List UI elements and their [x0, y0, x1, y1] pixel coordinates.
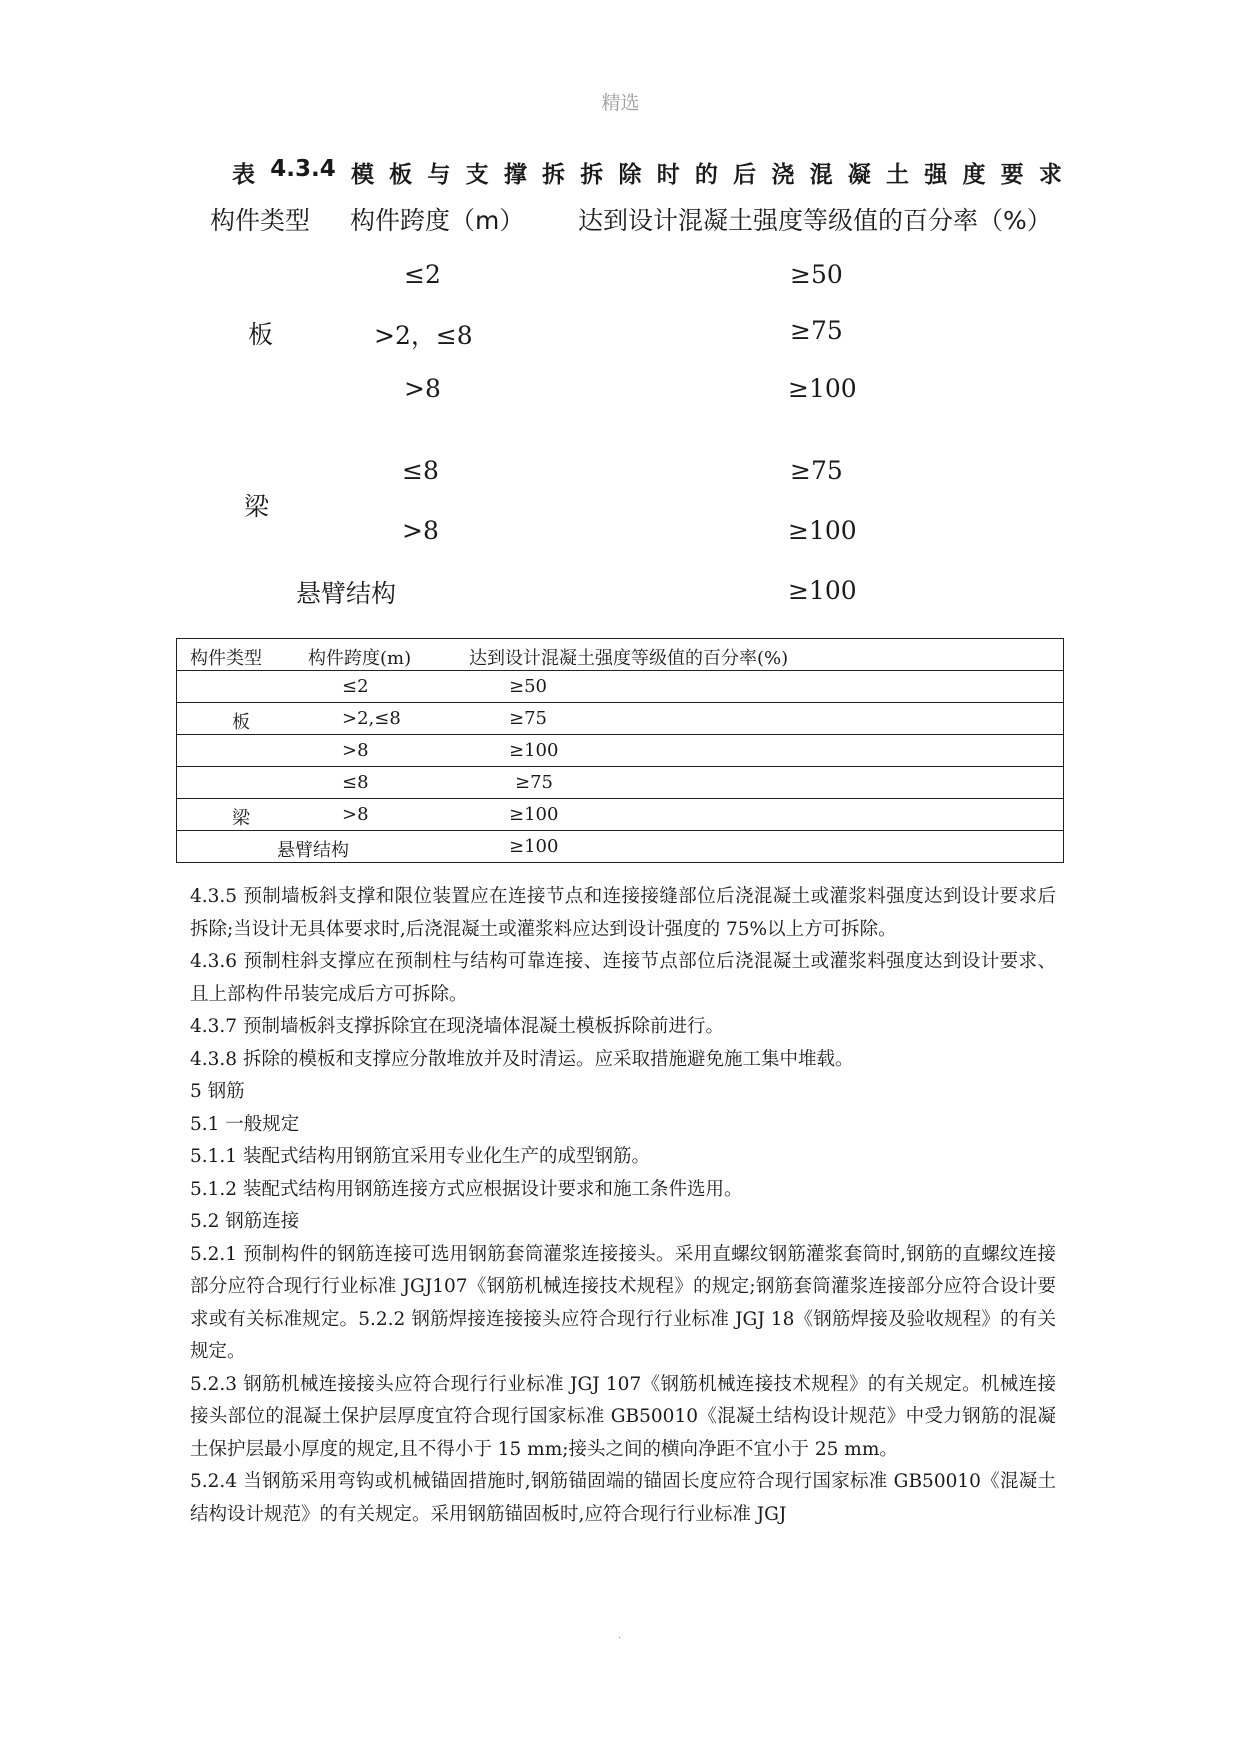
title-char: 土 — [886, 162, 909, 188]
paragraph: 4.3.6 预制柱斜支撑应在预制柱与结构可靠连接、连接节点部位后浇混凝土或灌浆料强度达到设计要求、且上部构件吊装完成后方可拆除。 — [190, 951, 1056, 1005]
title-char: 混 — [809, 162, 833, 188]
th-rate: 达到设计混凝土强度等级值的百分率(%) — [469, 648, 789, 669]
big-span: ≤2 — [404, 260, 441, 289]
cell-span: >8 — [342, 804, 369, 825]
cell-type: 梁 — [232, 808, 250, 829]
title-char: 度 — [962, 162, 986, 188]
paragraph: 5.2.3 钢筋机械连接接头应符合现行行业标准 JGJ 107《钢筋机械连接技术规程》的有关规定。机械连接接头部位的混凝土保护层厚度宜符合现行国家标准 GB50010《混凝土结构设计规范》中受力钢筋的混凝土保护层最小厚度的规定,且不得小于 15 mm;接头之间的横向净距不宜小于 25 mm。 — [190, 1373, 1056, 1460]
title-char: 4.3.4 — [270, 156, 336, 182]
title-char: 模 — [350, 162, 374, 188]
table-title — [232, 156, 1062, 189]
paragraph: 5.2.1 预制构件的钢筋连接可选用钢筋套筒灌浆连接接头。采用直螺纹钢筋灌浆套筒时,钢筋的直螺纹连接部分应符合现行行业标准 JGJ107《钢筋机械连接技术规程》的规定;钢筋套筒灌浆连接部分应符合设计要求或有关标准规定。5.2.2 钢筋焊接连接接头应符合现行行业标准 JGJ 18《钢筋焊接及验收规程》的有关规定。 — [190, 1243, 1056, 1362]
big-span: >2，≤8 — [374, 321, 473, 350]
cell-span: ≤2 — [342, 676, 369, 697]
title-char: 凝 — [847, 162, 871, 188]
paragraph: 5.1.2 装配式结构用钢筋连接方式应根据设计要求和施工条件选用。 — [190, 1178, 743, 1200]
table-row — [177, 671, 1064, 703]
paragraph: 4.3.5 预制墙板斜支撑和限位装置应在连接节点和连接接缝部位后浇混凝土或灌浆料强度达到设计要求后拆除;当设计无具体要求时,后浇混凝土或灌浆料应达到设计强度的 75%以上方可拆除。 — [190, 886, 1056, 940]
table-row — [177, 703, 1064, 735]
big-header-rate: 达到设计混凝土强度等级值的百分率（%） — [578, 206, 1052, 235]
cell-span: ≤8 — [342, 772, 369, 793]
table-row — [177, 799, 1064, 831]
paragraph: 4.3.8 拆除的模板和支撑应分散堆放并及时清运。应采取措施避免施工集中堆载。 — [190, 1048, 854, 1070]
big-header-span: 构件跨度（m） — [350, 206, 525, 235]
title-char: 浇 — [771, 162, 795, 188]
big-group-liang: 梁 — [244, 492, 270, 521]
big-rate: ≥100 — [788, 516, 857, 545]
title-char: 拆 — [580, 162, 604, 188]
title-char: 后 — [733, 162, 757, 188]
cell-span: >2,≤8 — [342, 708, 401, 729]
title-char: 除 — [618, 162, 642, 188]
big-rate: ≥75 — [790, 456, 843, 485]
big-span: >8 — [404, 374, 441, 403]
cell-rate: ≥100 — [509, 804, 559, 825]
big-rate: ≥75 — [790, 316, 843, 345]
section-heading: 5.1 一般规定 — [190, 1113, 300, 1135]
title-char: 撑 — [503, 162, 527, 188]
table-row — [177, 735, 1064, 767]
title-char: 支 — [465, 162, 489, 188]
page-header: 精选 — [601, 92, 640, 114]
big-rate: ≥100 — [788, 576, 857, 605]
page-footer: . — [618, 1630, 622, 1641]
th-type: 构件类型 — [190, 648, 262, 669]
cell-span: >8 — [342, 740, 369, 761]
cell-type: 悬臂结构 — [277, 840, 349, 861]
title-char: 要 — [1000, 162, 1024, 188]
title-char: 与 — [427, 162, 451, 188]
section-heading: 5 钢筋 — [190, 1081, 245, 1102]
title-char: 表 — [232, 162, 255, 188]
title-char: 拆 — [542, 162, 566, 188]
big-span: ≤8 — [402, 456, 439, 485]
big-cantilever: 悬臂结构 — [296, 579, 397, 608]
cell-rate: ≥75 — [509, 708, 547, 729]
big-span: >8 — [402, 516, 439, 545]
big-rate: ≥50 — [790, 260, 843, 289]
th-span: 构件跨度(m) — [308, 648, 412, 669]
big-rate: ≥100 — [788, 374, 857, 403]
title-char: 的 — [694, 162, 718, 188]
body-text — [190, 881, 1056, 1531]
cell-rate: ≥75 — [515, 772, 553, 793]
cell-rate: ≥50 — [509, 676, 547, 697]
paragraph: 5.1.1 装配式结构用钢筋宜采用专业化生产的成型钢筋。 — [190, 1146, 650, 1167]
table-row — [177, 831, 1064, 863]
paragraph: 5.2.4 当钢筋采用弯钩或机械锚固措施时,钢筋锚固端的锚固长度应符合现行国家标准 GB50010《混凝土结构设计规范》的有关规定。采用钢筋锚固板时,应符合现行行业标准 JGJ — [190, 1471, 1056, 1525]
strength-table — [176, 638, 1064, 863]
title-char: 求 — [1038, 162, 1062, 188]
title-char: 时 — [656, 162, 680, 188]
table-row — [177, 767, 1064, 799]
paragraph: 4.3.7 预制墙板斜支撑拆除宜在现浇墙体混凝土模板拆除前进行。 — [190, 1016, 724, 1037]
title-char: 强 — [924, 162, 948, 188]
big-group-ban: 板 — [248, 320, 274, 349]
table-header-row — [177, 639, 1064, 671]
title-char: 板 — [389, 162, 413, 188]
section-heading: 5.2 钢筋连接 — [190, 1211, 300, 1232]
big-header-type: 构件类型 — [210, 206, 311, 235]
cell-rate: ≥100 — [509, 836, 559, 857]
cell-type: 板 — [232, 712, 250, 733]
cell-rate: ≥100 — [509, 740, 559, 761]
